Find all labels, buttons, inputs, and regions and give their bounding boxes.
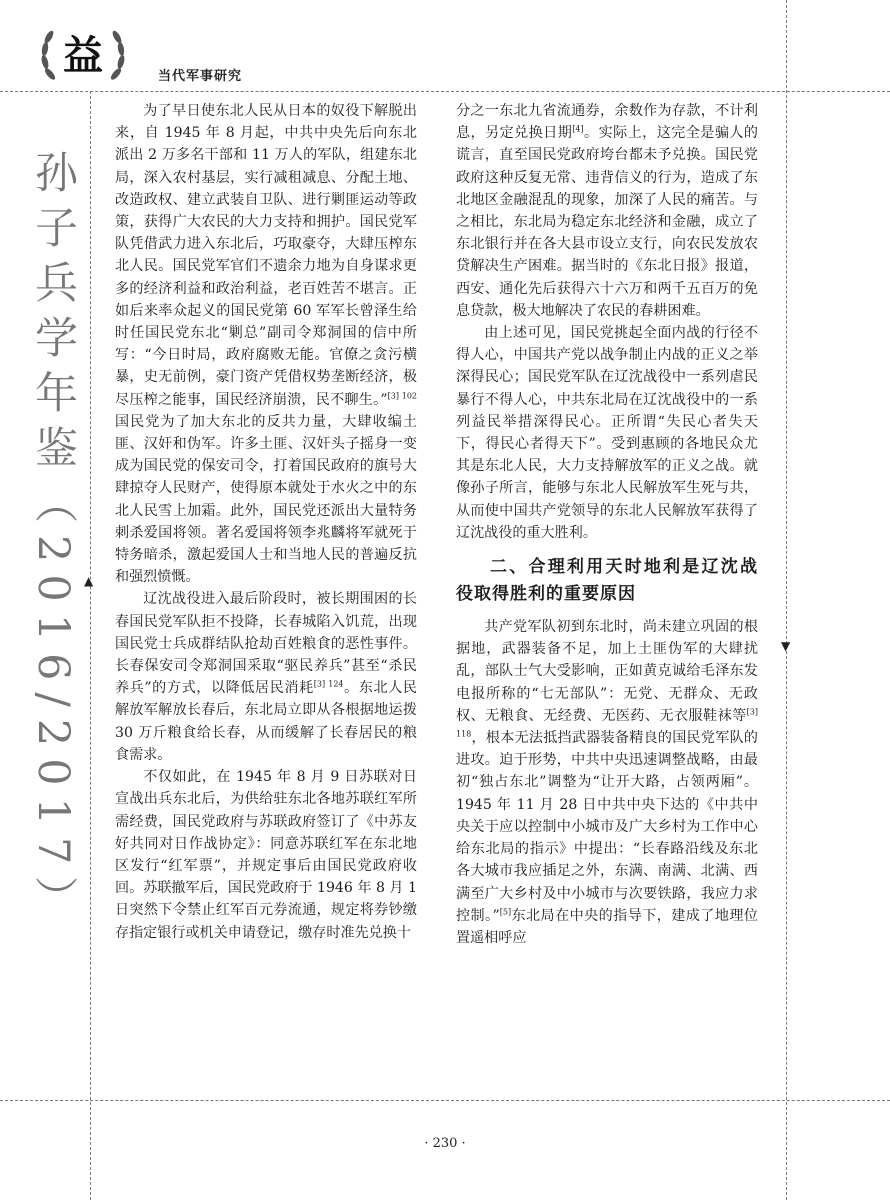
citation-ref: [3] 118 [456, 707, 758, 739]
right-margin-rule [786, 0, 787, 1200]
logo-glyph: 益 [63, 32, 103, 79]
citation-ref: [3] 102 [387, 390, 417, 400]
journal-name: 当代军事研究 [158, 69, 243, 84]
arrow-down-icon: ▼ [781, 639, 791, 653]
paragraph: 共产党军队初到东北时，尚未建立巩固的根据地，武器装备不足，加上土匪伪军的大肆扰乱，部队士气大受影响，正如黄克诚给毛泽东发电报所称的“七无部队”：无党、无群众、无政权、无粮食、无经费、无医药、无衣服鞋袜等$^{[3] 118}$，根本无法抵挡武器装备精良的国民党军队的进攻。迫于形势，中共中央迅速调整战略，由最初“独占东北”调整为“让开大路，占领两厢”。1945 年 11 月 28 日中共中央下达的《中共中央关于应以控制中小城市及广大乡村为工作中心给东北局的指示》中提出：“长春路沿线及东北各大城市我应插足之外，东满、南满、北满、西满至广大乡村及中小城市与次要铁路，我应力求控制。”[5]东北局在中央的指导下，建成了地理位置遥相呼应 [456, 619, 759, 946]
journal-logo-emblem [36, 14, 130, 92]
arrow-up-icon: ▲ [84, 574, 94, 588]
citation-ref: [5] [499, 907, 512, 917]
citation-ref: [4] [572, 124, 584, 134]
paragraph: 不仅如此，在 1945 年 8 月 9 日苏联对日宣战出兵东北后，为供给驻东北各地苏联红军所需经费，国民党政府与苏联政府签订了《中苏友好共同对日作战协定》：同意苏联红军在东北地区发行“红军票”，并规定事后由国民党政府收回。苏联撤军后，国民党政府于 1946 年 8 月 1 日突然下令禁止红军百元券流通，规定将券钞缴存指定银行或机关申请登记，缴存时准先兑换十 [115, 769, 417, 941]
paragraph: 分之一东北九省流通券，余数作为存款，不计利息，另定兑换日期[4]。实际上，这完全是骗人的谎言，直至国民党政府垮台都未予兑换。国民党政府这种反复无常、违背信义的行为，造成了东北地区金融混乱的现象，加深了人民的痛苦。与之相比，东北局为稳定东北经济和金融，成立了东北银行并在各大县市设立支行，向农民发放农贷解决生产困难。据当时的《东北日报》报道，西安、通化先后获得六十六万和两千五百万的免息贷款，极大地解决了农民的春耕困难。 [456, 103, 759, 319]
paragraph: 为了早日使东北人民从日本的奴役下解脱出来，自 1945 年 8 月起，中共中央先后向东北派出 2 万多名干部和 11 万人的军队，组建东北局，深入农村基层，实行减租减息、分配土地、改造政权、建立武装自卫队、进行剿匪运动等政策，获得广大农民的大力支持和拥护。国民党军队凭借武力进入东北后，巧取豪夺，大肆压榨东北人民。国民党军官们不遗余力地为自身谋求更多的经济利益和政治利益，老百姓苦不堪言。正如后来率众起义的国民党第 60 军军长曾泽生给时任国民党东北“剿总”副司令郑洞国的信中所写：“今日时局，政府腐败无能。官僚之贪污横暴，史无前例，豪门资产凭借权势垄断经济，极尽压榨之能事，国民经济崩溃，民不聊生。”$^{[3] 102}$国民党为了加大东北的反共力量，大肆收编土匪、汉奸和伪军。许多土匪、汉奸头子摇身一变成为国民党的保安司令，打着国民政府的旗号大肆掠夺人民财产，使得原本就处于水火之中的东北人民雪上加霜。此外，国民党还派出大量特务刺杀爱国将领。著名爱国将领李兆麟将军就死于特务暗杀，激起爱国人士和当地人民的普遍反抗和强烈愤慨。 [115, 103, 417, 586]
paragraph: 由上述可见，国民党挑起全面内战的行径不得人心，中国共产党以战争制止内战的正义之举深得民心；国民党军队在辽沈战役中一系列虐民暴行不得人心，中共东北局在辽沈战役中的一系列益民举措深得民心。正所谓“失民心者失天下，得民心者得天下”。受到惠顾的各地民众尤其是东北人民，大力支持解放军的正义之战。就像孙子所言，能够与东北人民解放军生死与共，从而使中国共产党领导的东北人民解放军获得了辽沈战役的重大胜利。 [456, 325, 758, 541]
footer-rule [0, 1100, 890, 1101]
book-title: 孙子兵学年鉴（2016/2017） [28, 150, 78, 932]
article-column-right [456, 100, 758, 949]
section-heading: 二、合理利用天时地利是辽沈战役取得胜利的重要原因 [456, 557, 758, 605]
citation-ref: [3] 124 [313, 679, 344, 689]
page-number: · 230 · [424, 1136, 466, 1151]
header-rule [0, 91, 890, 92]
paragraph: 辽沈战役进入最后阶段时，被长期围困的长春国民党军队拒不投降，长春城陷入饥荒，出现国民党士兵成群结队抢劫百姓粮食的恶性事件。长春保安司令郑洞国采取“驱民养兵”甚至“杀民养兵”的方式，以降低居民消耗$^{[3] 124}$。东北人民解放军解放长春后，东北局立即从各根据地运拨 30 万斤粮食给长春，从而缓解了长春居民的粮食需求。 [115, 591, 417, 763]
left-margin-rule [90, 91, 91, 1200]
article-column-left [115, 100, 417, 944]
